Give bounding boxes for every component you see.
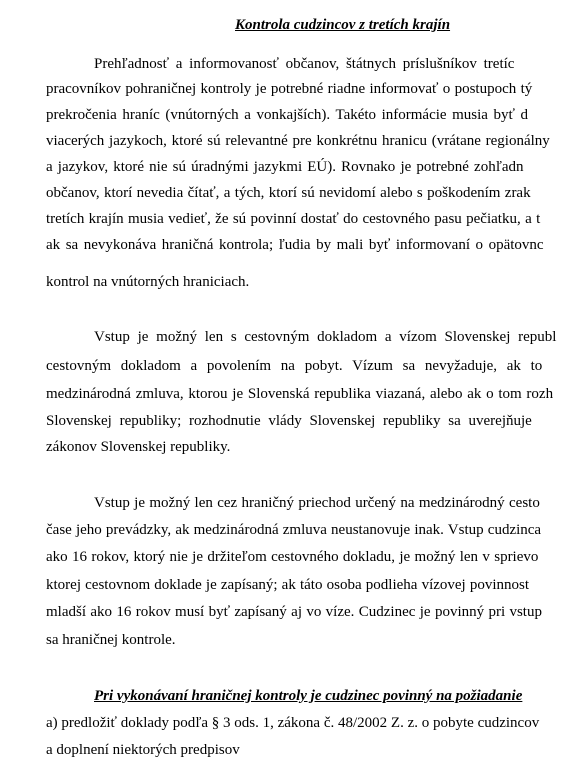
paragraph-1-line: občanov, ktorí nevedia čítať, a tých, ktorí sú nevidomí alebo s poškodením zrak <box>46 185 531 201</box>
paragraph-3-line: sa hraničnej kontrole. <box>46 632 176 648</box>
paragraph-3-line: Vstup je možný len cez hraničný priechod určený na medzinárodný cesto <box>94 495 540 511</box>
paragraph-3-line: mladší ako 16 rokov musí byť zapísaný aj vo víze. Cudzinec je povinný pri vstup <box>46 604 542 620</box>
paragraph-3-line: čase jeho prevádzky, ak medzinárodná zmluva neustanovuje inak. Vstup cudzinca <box>46 522 542 538</box>
paragraph-1-line: prekročenia hraníc (vnútorných a vonkajších). Takéto informácie musia byť d <box>46 107 528 123</box>
paragraph-1-line: tretích krajín musia vedieť, že sú povinní dostať do cestovného pasu pečiatku, a t <box>46 211 541 227</box>
paragraph-2-line: cestovným dokladom a povolením na pobyt. Vízum sa nevyžaduje, ak to <box>46 358 543 374</box>
paragraph-3-line: ktorej cestovnom doklade je zapísaný; ak táto osoba podlieha vízovej povinnost <box>46 577 530 593</box>
paragraph-1-line: pracovníkov pohraničnej kontroly je potrebné riadne informovať o postupoch tý <box>46 81 533 97</box>
paragraph-2-line: medzinárodná zmluva, ktorou je Slovenská republika viazaná, alebo ak o tom rozh <box>46 386 554 402</box>
list-item-line: a) predložiť doklady podľa § 3 ods. 1, zákona č. 48/2002 Z. z. o pobyte cudzincov <box>46 715 540 731</box>
list-item-line: a doplnení niektorých predpisov <box>46 742 240 758</box>
paragraph-2-line: zákonov Slovenskej republiky. <box>46 439 231 455</box>
paragraph-1-line: a jazykov, ktoré nie sú úradnými jazykmi EÚ). Rovnako je potrebné zohľadn <box>46 159 524 175</box>
section-subheading: Pri vykonávaní hraničnej kontroly je cudzinec povinný na požiadanie <box>94 688 523 704</box>
document-title: Kontrola cudzincov z tretích krajín <box>235 17 451 33</box>
paragraph-1-line: kontrol na vnútorných hraniciach. <box>46 274 250 290</box>
paragraph-3-line: ako 16 rokov, ktorý nie je držiteľom cestovného dokladu, je možný len v sprievo <box>46 549 539 565</box>
paragraph-1-line: ak sa nevykonáva hraničná kontrola; ľudia by mali byť informovaní o opätovnc <box>46 237 544 253</box>
paragraph-2-line: Slovenskej republiky; rozhodnutie vlády Slovenskej republiky sa uverejňuje <box>46 413 532 429</box>
paragraph-2-line: Vstup je možný len s cestovným dokladom a vízom Slovenskej republ <box>94 329 557 345</box>
paragraph-1-line: Prehľadnosť a informovanosť občanov, štátnych príslušníkov tretíc <box>94 56 515 72</box>
paragraph-1-line: viacerých jazykoch, ktoré sú relevantné pre konkrétnu hranicu (vrátane regionálny <box>46 133 550 149</box>
